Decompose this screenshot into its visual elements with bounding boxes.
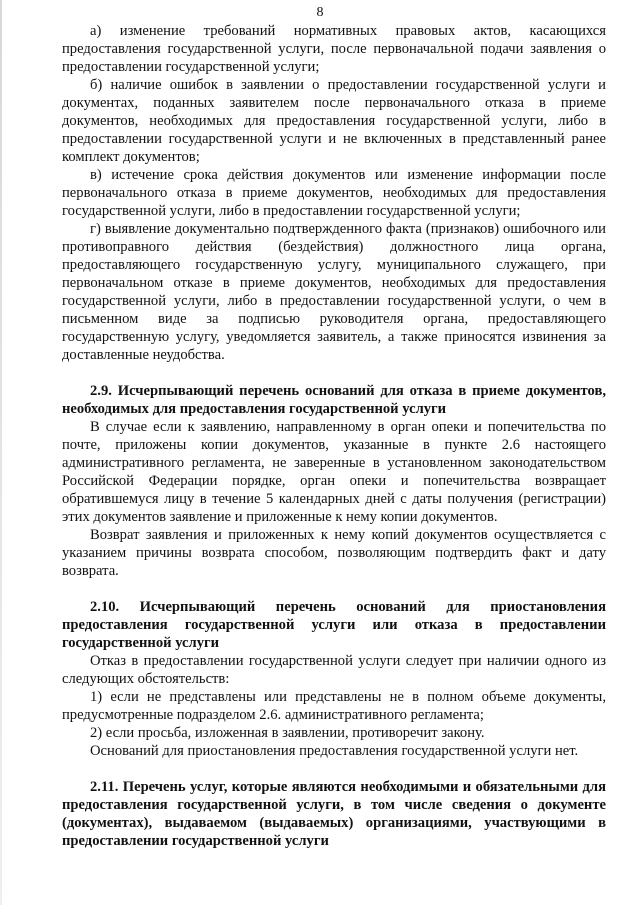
section-heading-2-10: 2.10. Исчерпывающий перечень оснований для приостановления предоставления государственной услуги или отказа в предоставлении государственной услуги [62, 599, 606, 651]
paragraph-v: в) истечение срока действия документов или изменение информации после первоначального отказа в приеме документов, необходимых для предоставления государственной услуги, либо в предоставлении государственной услуги; [62, 167, 606, 219]
paragraph-refusal-intro: Отказ в предоставлении государственной услуги следует при наличии одного из следующих обстоятельств: [62, 653, 606, 687]
section-spacer [62, 580, 606, 598]
paragraph-refusal-2: 2) если просьба, изложенная в заявлении, противоречит закону. [90, 725, 485, 741]
paragraph-return-by-mail: В случае если к заявлению, направленному в орган опеки и попечительства по почте, приложены копии документов, указанные в пункте 2.6 настоящего административного регламента, не заверенные в установленном законодательством Российской Федерации порядке, орган опеки и попечительства возвращает обратившемуся лицу в течение 5 календарных дней с даты получения (регистрации) этих документов заявление и приложенные к нему копии документов. [62, 419, 606, 525]
paragraph-g: г) выявление документально подтвержденного факта (признаков) ошибочного или противоправного действия (бездействия) должностного лица органа, предоставляющего государственную услугу, муниципального служащего, при первоначальном отказе в приеме документов, необходимых для предоставления государственной услуги, либо в предоставлении государственной услуги, о чем в письменном виде за подписью руководителя органа, предоставляющего государственную услугу, уведомляется заявитель, а также приносятся извинения за доставленные неудобства. [62, 221, 606, 363]
paragraph-b: б) наличие ошибок в заявлении о предоставлении государственной услуги и документах, поданных заявителем после первоначального отказа в приеме документов, необходимых для предоставления государственной услуги, либо в предоставлении государственной услуги и не включенных в представленный ранее комплект документов; [62, 77, 606, 165]
section-heading-2-11: 2.11. Перечень услуг, которые являются необходимыми и обязательными для предоставления государственной услуги, в том числе сведения о документе (документах), выдаваемом (выдаваемых) организациями, участвующими в предоставлении государственной услуги [62, 779, 606, 849]
paragraph-refusal-1: 1) если не представлены или представлены не в полном объеме документы, предусмотренные подразделом 2.6. административного регламента; [62, 689, 606, 723]
document-body [62, 22, 606, 850]
section-spacer [62, 364, 606, 382]
paragraph-a: а) изменение требований нормативных правовых актов, касающихся предоставления государственной услуги, после первоначальной подачи заявления о предоставлении государственной услуги; [62, 23, 606, 75]
scan-edge [0, 0, 2, 905]
paragraph-return-method: Возврат заявления и приложенных к нему копий документов осуществляется с указанием причины возврата способом, позволяющим подтвердить факт и дату возврата. [62, 527, 606, 579]
page-number: 8 [316, 5, 324, 20]
paragraph-no-suspension: Оснований для приостановления предоставления государственной услуги нет. [90, 743, 579, 759]
section-spacer [62, 760, 606, 778]
section-heading-2-9: 2.9. Исчерпывающий перечень оснований для отказа в приеме документов, необходимых для предоставления государственной услуги [62, 383, 606, 417]
